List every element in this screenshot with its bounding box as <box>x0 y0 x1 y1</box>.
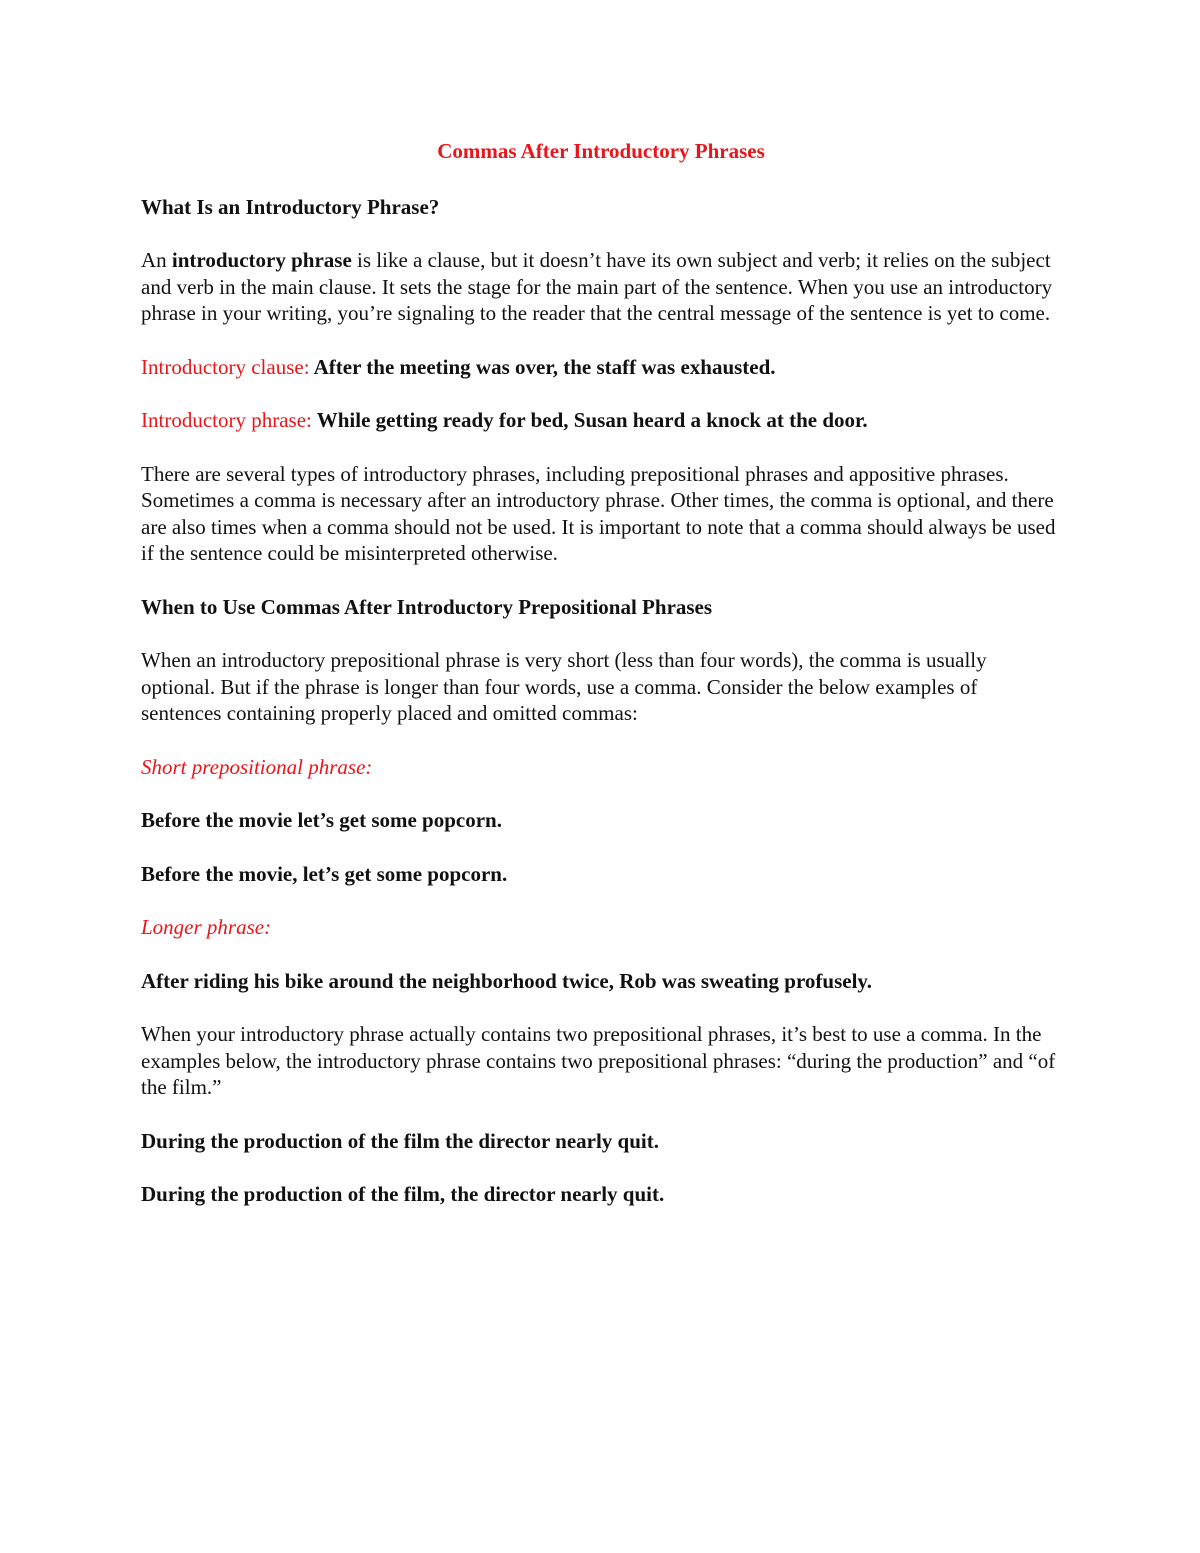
example-clause-label: Introductory clause: <box>141 354 310 379</box>
usage-paragraph: When an introductory prepositional phrase is very short (less than four words), the comma is usually optional. But if the phrase is longer than four words, use a comma. Consider the below examples of sentences containing properly placed and omitted commas: <box>141 648 987 725</box>
section-heading-when-to-use: When to Use Commas After Introductory Prepositional Phrases <box>141 594 713 619</box>
film-example-with-comma: During the production of the film, the director nearly quit. <box>141 1182 665 1206</box>
document-page <box>141 138 1061 1235</box>
document-title: Commas After Introductory Phrases <box>437 139 765 163</box>
definition-term: introductory phrase <box>171 248 352 272</box>
example-phrase-label: Introductory phrase: <box>141 408 312 432</box>
longer-phrase-label: Longer phrase: <box>141 915 272 939</box>
short-example-no-comma: Before the movie let’s get some popcorn. <box>141 808 502 832</box>
short-phrase-label: Short prepositional phrase: <box>141 754 373 779</box>
two-phrases-paragraph: When your introductory phrase actually contains two prepositional phrases, it’s best to use a comma. In the examples below, the introductory phrase contains two prepositional phrases: “during the production” and “of the film.” <box>141 1022 1056 1099</box>
types-paragraph: There are several types of introductory phrases, including prepositional phrases and appositive phrases. Sometimes a comma is necessary after an introductory phrase. Other times, the comma is optional, and there are also times when a comma should not be used. It is important to note that a comma should always be used if the sentence could be misinterpreted otherwise. <box>141 461 1056 565</box>
example-phrase-sentence: While getting ready for bed, Susan heard a knock at the door. <box>311 408 868 432</box>
film-example-no-comma: During the production of the film the director nearly quit. <box>141 1128 659 1153</box>
section-heading-what-is: What Is an Introductory Phrase? <box>141 194 440 219</box>
definition-text: is like a clause, but it doesn’t have its own subject and verb; it relies on the subject and verb in the main clause. It sets the stage for the main part of the sentence. When you use an introductory phrase in your writing, you’re signaling to the reader that the central message of the sentence is yet to come. <box>141 248 1053 325</box>
example-introductory-clause <box>141 354 1061 381</box>
definition-paragraph <box>141 247 1061 327</box>
example-introductory-phrase <box>141 407 1061 434</box>
short-example-with-comma: Before the movie, let’s get some popcorn. <box>141 861 508 886</box>
example-clause-sentence: After the meeting was over, the staff was exhausted. <box>309 354 776 379</box>
definition-prefix: An <box>141 248 172 272</box>
longer-example: After riding his bike around the neighborhood twice, Rob was sweating profusely. <box>141 968 873 993</box>
